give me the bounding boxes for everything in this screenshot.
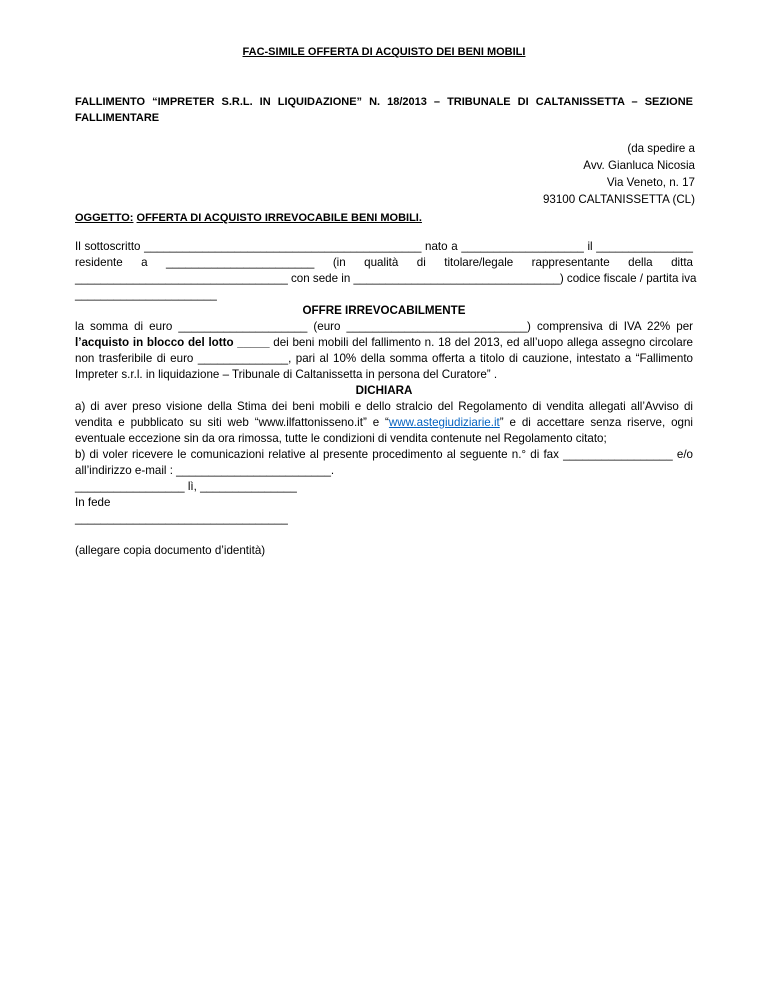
declaration-a-text: a) di aver preso visione della Stima dei beni mobili e dello stralcio del Regolamento di vendita allegati all’Avviso di vendita e pubblicato su siti web “www.ilfattonisseno.it” e “ xyxy=(75,400,693,429)
offer-paragraph xyxy=(75,319,693,383)
subject-line xyxy=(75,210,422,226)
subject-text: OFFERTA DI ACQUISTO IRREVOCABILE BENI MOBILI. xyxy=(136,212,422,224)
declarant-line: Il sottoscritto ___________________________________________ nato a ___________________ il _______________ xyxy=(75,240,693,253)
company-line: _________________________________ con sede in ________________________________) codice fiscale / partita iva xyxy=(75,272,697,285)
attachment-note: (allegare copia documento d’identità) xyxy=(75,544,266,557)
address-line: 93100 CALTANISSETTA (CL) xyxy=(542,193,695,206)
offer-amount-text: la somma di euro ____________________ (euro ____________________________) comprensiva di IVA 22% per xyxy=(75,320,693,333)
lot-text: l’acquisto in blocco del lotto _____ xyxy=(75,336,270,349)
declaration-a-tail: ” e di accettare senza riserve, ogni eventuale eccezione sin da ora rimossa, tutte le condizioni di vendita contenute nel Regolamento citato; xyxy=(75,416,693,445)
declaration-b: b) di voler ricevere le comunicazioni relative al presente procedimento al seguente n.° di fax _________________ e/o all’indirizzo e-mail : ________________________. xyxy=(75,448,693,477)
dichiara-heading: DICHIARA xyxy=(355,384,413,397)
offre-heading: OFFRE IRREVOCABILMENTE xyxy=(302,304,466,317)
astegiudiziarie-link[interactable]: www.astegiudiziarie.it xyxy=(388,416,500,429)
address-line: Via Veneto, n. 17 xyxy=(606,176,695,189)
place-date-line: _________________ lì, _______________ xyxy=(75,480,297,493)
subject-label: OGGETTO: xyxy=(75,212,134,224)
residence-line: residente a _______________________ (in qualità di titolare/legale rappresentante della ditta xyxy=(75,256,693,269)
document-title: FAC-SIMILE OFFERTA DI ACQUISTO DEI BENI MOBILI xyxy=(242,46,526,58)
address-line: (da spedire a xyxy=(627,142,695,155)
recipient-address xyxy=(543,140,695,208)
deposit-text: dei beni mobili del fallimento n. 18 del 2013, ed all’uopo allega assegno circolare non trasferibile di euro ______________, pari al 10% della somma offerta a titolo di cauzione, intestato a “Fallimento Impreter s.r.l. in liquidazione – Tribunale di Caltanissetta in persona del Curatore” . xyxy=(75,336,694,381)
declaration-a xyxy=(75,399,693,447)
in-fede-label: In fede xyxy=(75,496,111,509)
document-body xyxy=(75,239,697,559)
tax-code-line: ______________________ xyxy=(75,288,217,301)
address-line: Avv. Gianluca Nicosia xyxy=(583,159,695,172)
signature-line: _________________________________ xyxy=(75,512,288,525)
case-heading: FALLIMENTO “IMPRETER S.R.L. IN LIQUIDAZIONE” N. 18/2013 – TRIBUNALE DI CALTANISSETTA – SEZIONE FALLIMENTARE xyxy=(75,96,693,124)
